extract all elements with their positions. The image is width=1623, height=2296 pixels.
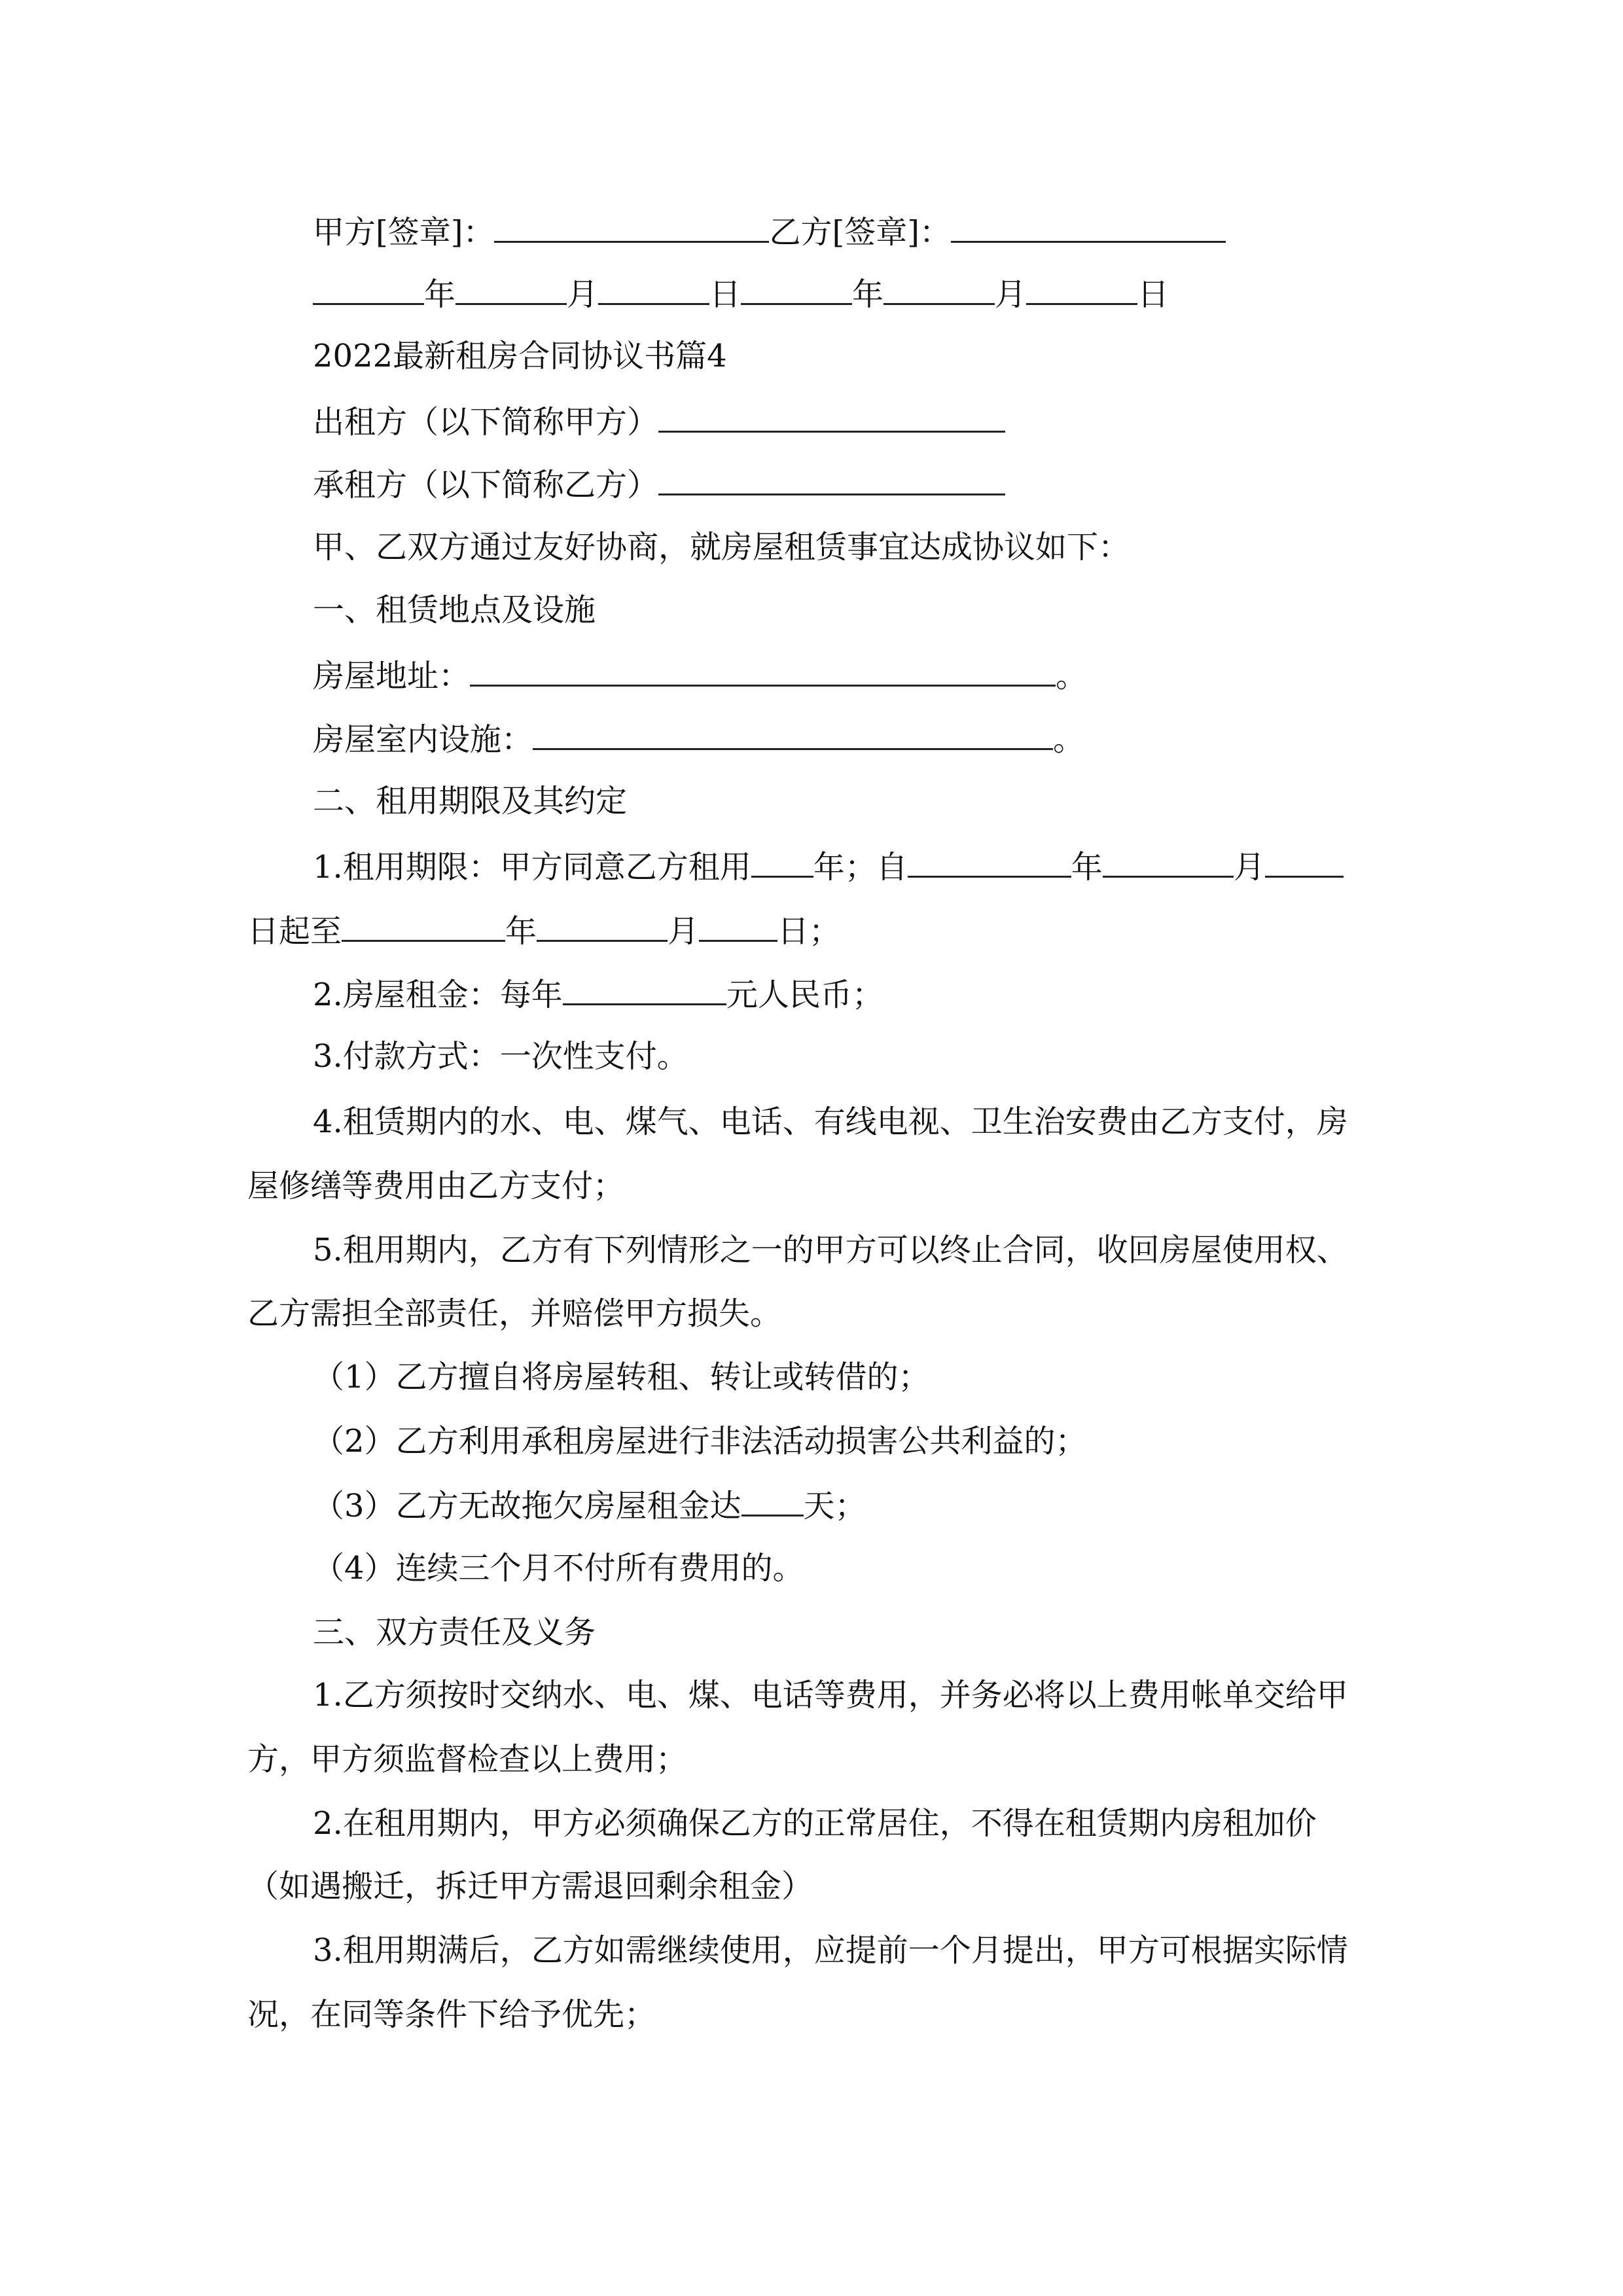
date-day: 日 bbox=[1137, 276, 1169, 313]
fees-clause-line2: 屋修缮等费用由乙方支付； bbox=[247, 1168, 625, 1204]
date-month: 月 bbox=[567, 276, 599, 313]
section3-heading: 三、双方责任及义务 bbox=[313, 1614, 596, 1651]
section2-heading: 二、租用期限及其约定 bbox=[313, 783, 628, 819]
duty-3-line1: 3.租用期满后，乙方如需继续使用，应提前一个月提出，甲方可根据实际情 bbox=[313, 1932, 1348, 1969]
termination-clause-line1: 5.租用期内，乙方有下列情形之一的甲方可以终止合同，收回房屋使用权、 bbox=[313, 1232, 1348, 1268]
overdue-days-blank bbox=[741, 1483, 804, 1516]
signature-line bbox=[313, 209, 1484, 253]
date-blank bbox=[741, 272, 852, 305]
rent-text: 元人民币； bbox=[726, 977, 883, 1013]
end-month-blank bbox=[537, 908, 668, 942]
duty-3-line2: 况，在同等条件下给予优先； bbox=[247, 1996, 656, 2033]
lessee-label: 承租方（以下简称乙方） bbox=[313, 467, 659, 503]
date-month: 月 bbox=[995, 276, 1027, 313]
subclause-3 bbox=[313, 1483, 1484, 1527]
term-text: 日； bbox=[777, 913, 841, 950]
address-blank bbox=[470, 653, 1056, 687]
duty-1-line2: 方，甲方须监督检查以上费用； bbox=[247, 1741, 688, 1778]
term-text: 1.租用期限：甲方同意乙方租用 bbox=[313, 849, 751, 886]
date-blank bbox=[1026, 272, 1137, 305]
start-year-blank bbox=[908, 844, 1071, 878]
lessee-line bbox=[313, 462, 1484, 506]
date-blank bbox=[455, 272, 567, 305]
period-mark: 。 bbox=[1056, 658, 1088, 694]
rent-text: 2.房屋租金：每年 bbox=[313, 977, 563, 1013]
end-day-blank bbox=[699, 908, 777, 942]
party-a-sign-label: 甲方[签章]： bbox=[313, 214, 495, 251]
date-year: 年 bbox=[424, 276, 456, 313]
duty-1-line1: 1.乙方须按时交纳水、电、煤、电话等费用，并务必将以上费用帐单交给甲 bbox=[313, 1677, 1348, 1713]
term-text: 年 bbox=[1071, 849, 1103, 886]
lessor-line bbox=[313, 399, 1484, 443]
start-month-blank bbox=[1103, 844, 1234, 878]
term-text: 日起至 bbox=[247, 913, 342, 950]
term-text: 月 bbox=[668, 913, 700, 950]
subclause-1: （1）乙方擅自将房屋转租、转让或转借的； bbox=[313, 1359, 930, 1395]
start-day-blank bbox=[1265, 844, 1344, 878]
section1-heading: 一、租赁地点及设施 bbox=[313, 592, 596, 628]
term-text: 月 bbox=[1233, 849, 1265, 886]
rent-amount-blank bbox=[563, 972, 726, 1005]
term-clause-line2 bbox=[247, 908, 1419, 952]
term-text: 年；自 bbox=[813, 849, 908, 886]
date-blank bbox=[313, 272, 424, 305]
subclause-3-text: （3）乙方无故拖欠房屋租金达 bbox=[313, 1488, 741, 1524]
payment-clause: 3.付款方式：一次性支付。 bbox=[313, 1038, 688, 1075]
termination-clause-line2: 乙方需担全部责任，并赔偿甲方损失。 bbox=[247, 1295, 782, 1332]
address-line bbox=[313, 653, 1484, 697]
subclause-3-text: 天； bbox=[803, 1488, 866, 1524]
date-line bbox=[313, 272, 1484, 315]
contract-title: 2022最新租房合同协议书篇4 bbox=[313, 338, 727, 374]
facilities-blank bbox=[533, 717, 1053, 750]
facilities-label: 房屋室内设施： bbox=[313, 721, 533, 758]
party-a-sign-blank bbox=[494, 209, 769, 243]
date-blank bbox=[883, 272, 995, 305]
subclause-4: （4）连续三个月不付所有费用的。 bbox=[313, 1550, 804, 1587]
duty-2-line2: （如遇搬迁，拆迁甲方需退回剩余租金） bbox=[247, 1868, 813, 1905]
address-label: 房屋地址： bbox=[313, 658, 471, 694]
rent-clause bbox=[313, 972, 1484, 1016]
term-years-blank bbox=[751, 844, 813, 878]
intro-paragraph: 甲、乙双方通过友好协商，就房屋租赁事宜达成协议如下： bbox=[313, 529, 1130, 565]
term-text: 年 bbox=[505, 913, 537, 950]
fees-clause-line1: 4.租赁期内的水、电、煤气、电话、有线电视、卫生治安费由乙方支付，房 bbox=[313, 1103, 1348, 1140]
date-blank bbox=[598, 272, 709, 305]
subclause-2: （2）乙方利用承租房屋进行非法活动损害公共利益的； bbox=[313, 1423, 1087, 1460]
lessor-label: 出租方（以下简称甲方） bbox=[313, 404, 659, 440]
date-year: 年 bbox=[852, 276, 884, 313]
end-year-blank bbox=[342, 908, 505, 942]
party-b-sign-blank bbox=[951, 209, 1226, 243]
facilities-line bbox=[313, 717, 1484, 761]
term-clause-line1 bbox=[313, 844, 1484, 888]
duty-2-line1: 2.在租用期内，甲方必须确保乙方的正常居住，不得在租赁期内房租加价 bbox=[313, 1805, 1317, 1842]
lessor-blank bbox=[658, 399, 1005, 433]
party-b-sign-label: 乙方[签章]： bbox=[769, 214, 951, 251]
date-day: 日 bbox=[709, 276, 741, 313]
lessee-blank bbox=[658, 462, 1005, 495]
period-mark: 。 bbox=[1053, 721, 1085, 758]
